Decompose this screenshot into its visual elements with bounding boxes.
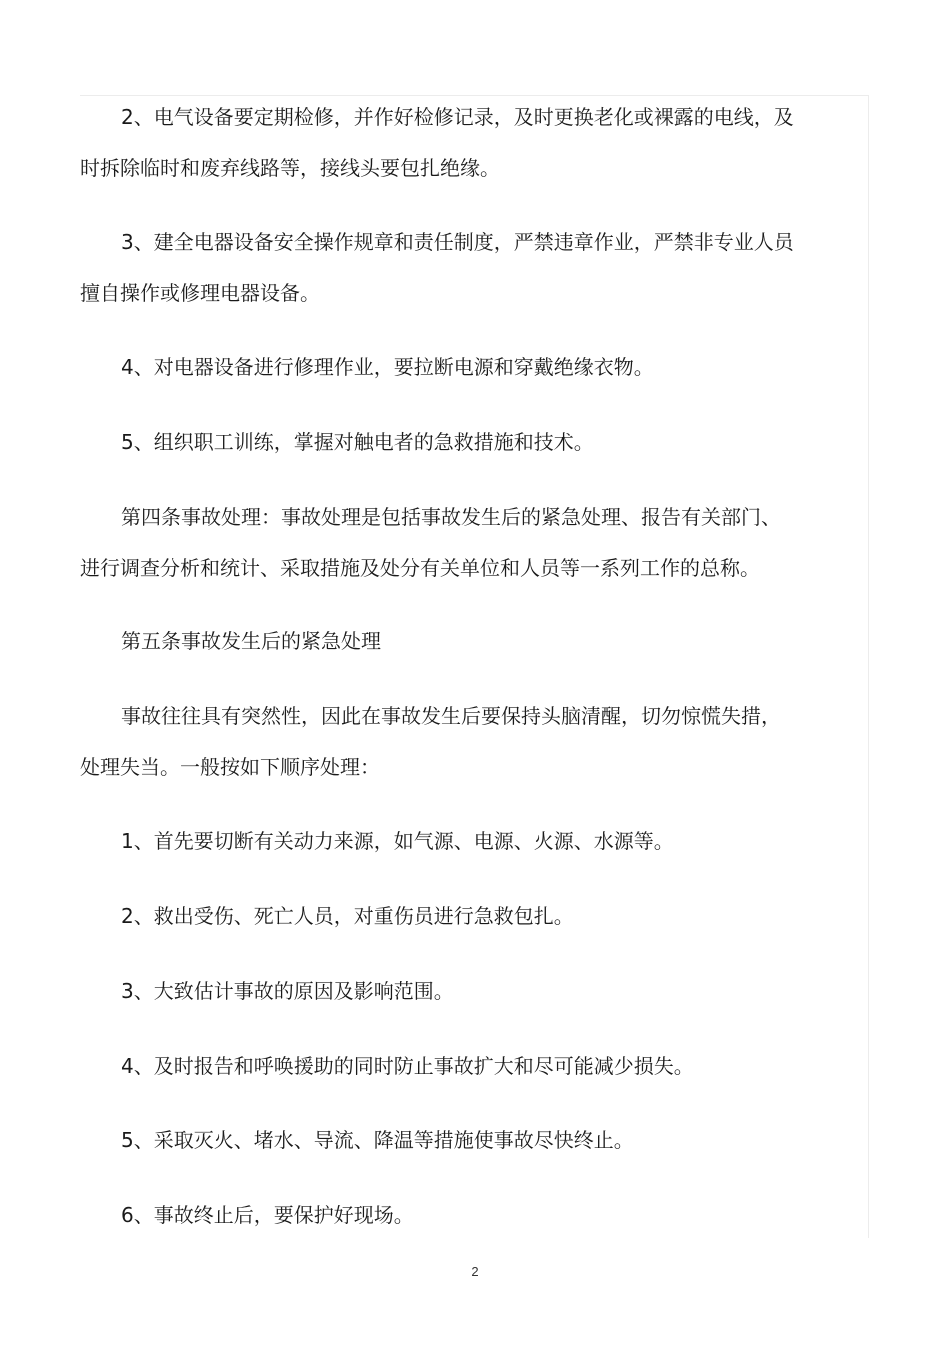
- paragraph-line: 事故往往具有突然性，因此在事故发生后要保持头脑清醒，切勿惊慌失措，: [121, 704, 781, 728]
- list-item-cut-power: [80, 816, 830, 867]
- paragraph-line: 2、救出受伤、死亡人员，对重伤员进行急救包扎。: [121, 904, 574, 928]
- paragraph-line: 处理失当。一般按如下顺序处理：: [80, 755, 380, 779]
- paragraph-line: 5、组织职工训练，掌握对触电者的急救措施和技术。: [121, 430, 594, 454]
- paragraph-line: 4、及时报告和呼唤援助的同时防止事故扩大和尽可能减少损失。: [121, 1054, 694, 1078]
- paragraph-line: 4、对电器设备进行修理作业，要拉断电源和穿戴绝缘衣物。: [121, 355, 654, 379]
- paragraph-safety-rules: [80, 217, 830, 319]
- paragraph-line: 第四条事故处理：事故处理是包括事故发生后的紧急处理、报告有关部门、: [121, 505, 781, 529]
- paragraph-line: 3、建全电器设备安全操作规章和责任制度，严禁违章作业，严禁非专业人员: [121, 230, 794, 254]
- paragraph-line: 2、电气设备要定期检修，并作好检修记录，及时更换老化或裸露的电线，及: [121, 105, 794, 129]
- paragraph-line: 擅自操作或修理电器设备。: [80, 281, 320, 305]
- paragraph-staff-training: [80, 417, 830, 468]
- paragraph-repair-work: [80, 342, 830, 393]
- paragraph-line: 6、事故终止后，要保护好现场。: [121, 1203, 414, 1227]
- list-item-report: [80, 1041, 830, 1092]
- paragraph-article-four: [80, 492, 830, 594]
- list-item-protect-scene: [80, 1190, 830, 1241]
- paragraph-line: 第五条事故发生后的紧急处理: [121, 629, 381, 653]
- list-item-estimate-cause: [80, 966, 830, 1017]
- paragraph-line: 1、首先要切断有关动力来源，如气源、电源、火源、水源等。: [121, 829, 674, 853]
- paragraph-line: 5、采取灭火、堵水、导流、降温等措施使事故尽快终止。: [121, 1128, 634, 1152]
- paragraph-emergency-intro: [80, 691, 830, 793]
- list-item-countermeasures: [80, 1115, 830, 1166]
- paragraph-electrical-maintenance: [80, 92, 830, 194]
- paragraph-line: 时拆除临时和废弃线路等，接线头要包扎绝缘。: [80, 156, 500, 180]
- paragraph-line: 进行调查分析和统计、采取措施及处分有关单位和人员等一系列工作的总称。: [80, 556, 760, 580]
- paragraph-line: 3、大致估计事故的原因及影响范围。: [121, 979, 454, 1003]
- paragraph-article-five-heading: [80, 616, 830, 667]
- list-item-rescue: [80, 891, 830, 942]
- page-number: 2: [471, 1264, 479, 1279]
